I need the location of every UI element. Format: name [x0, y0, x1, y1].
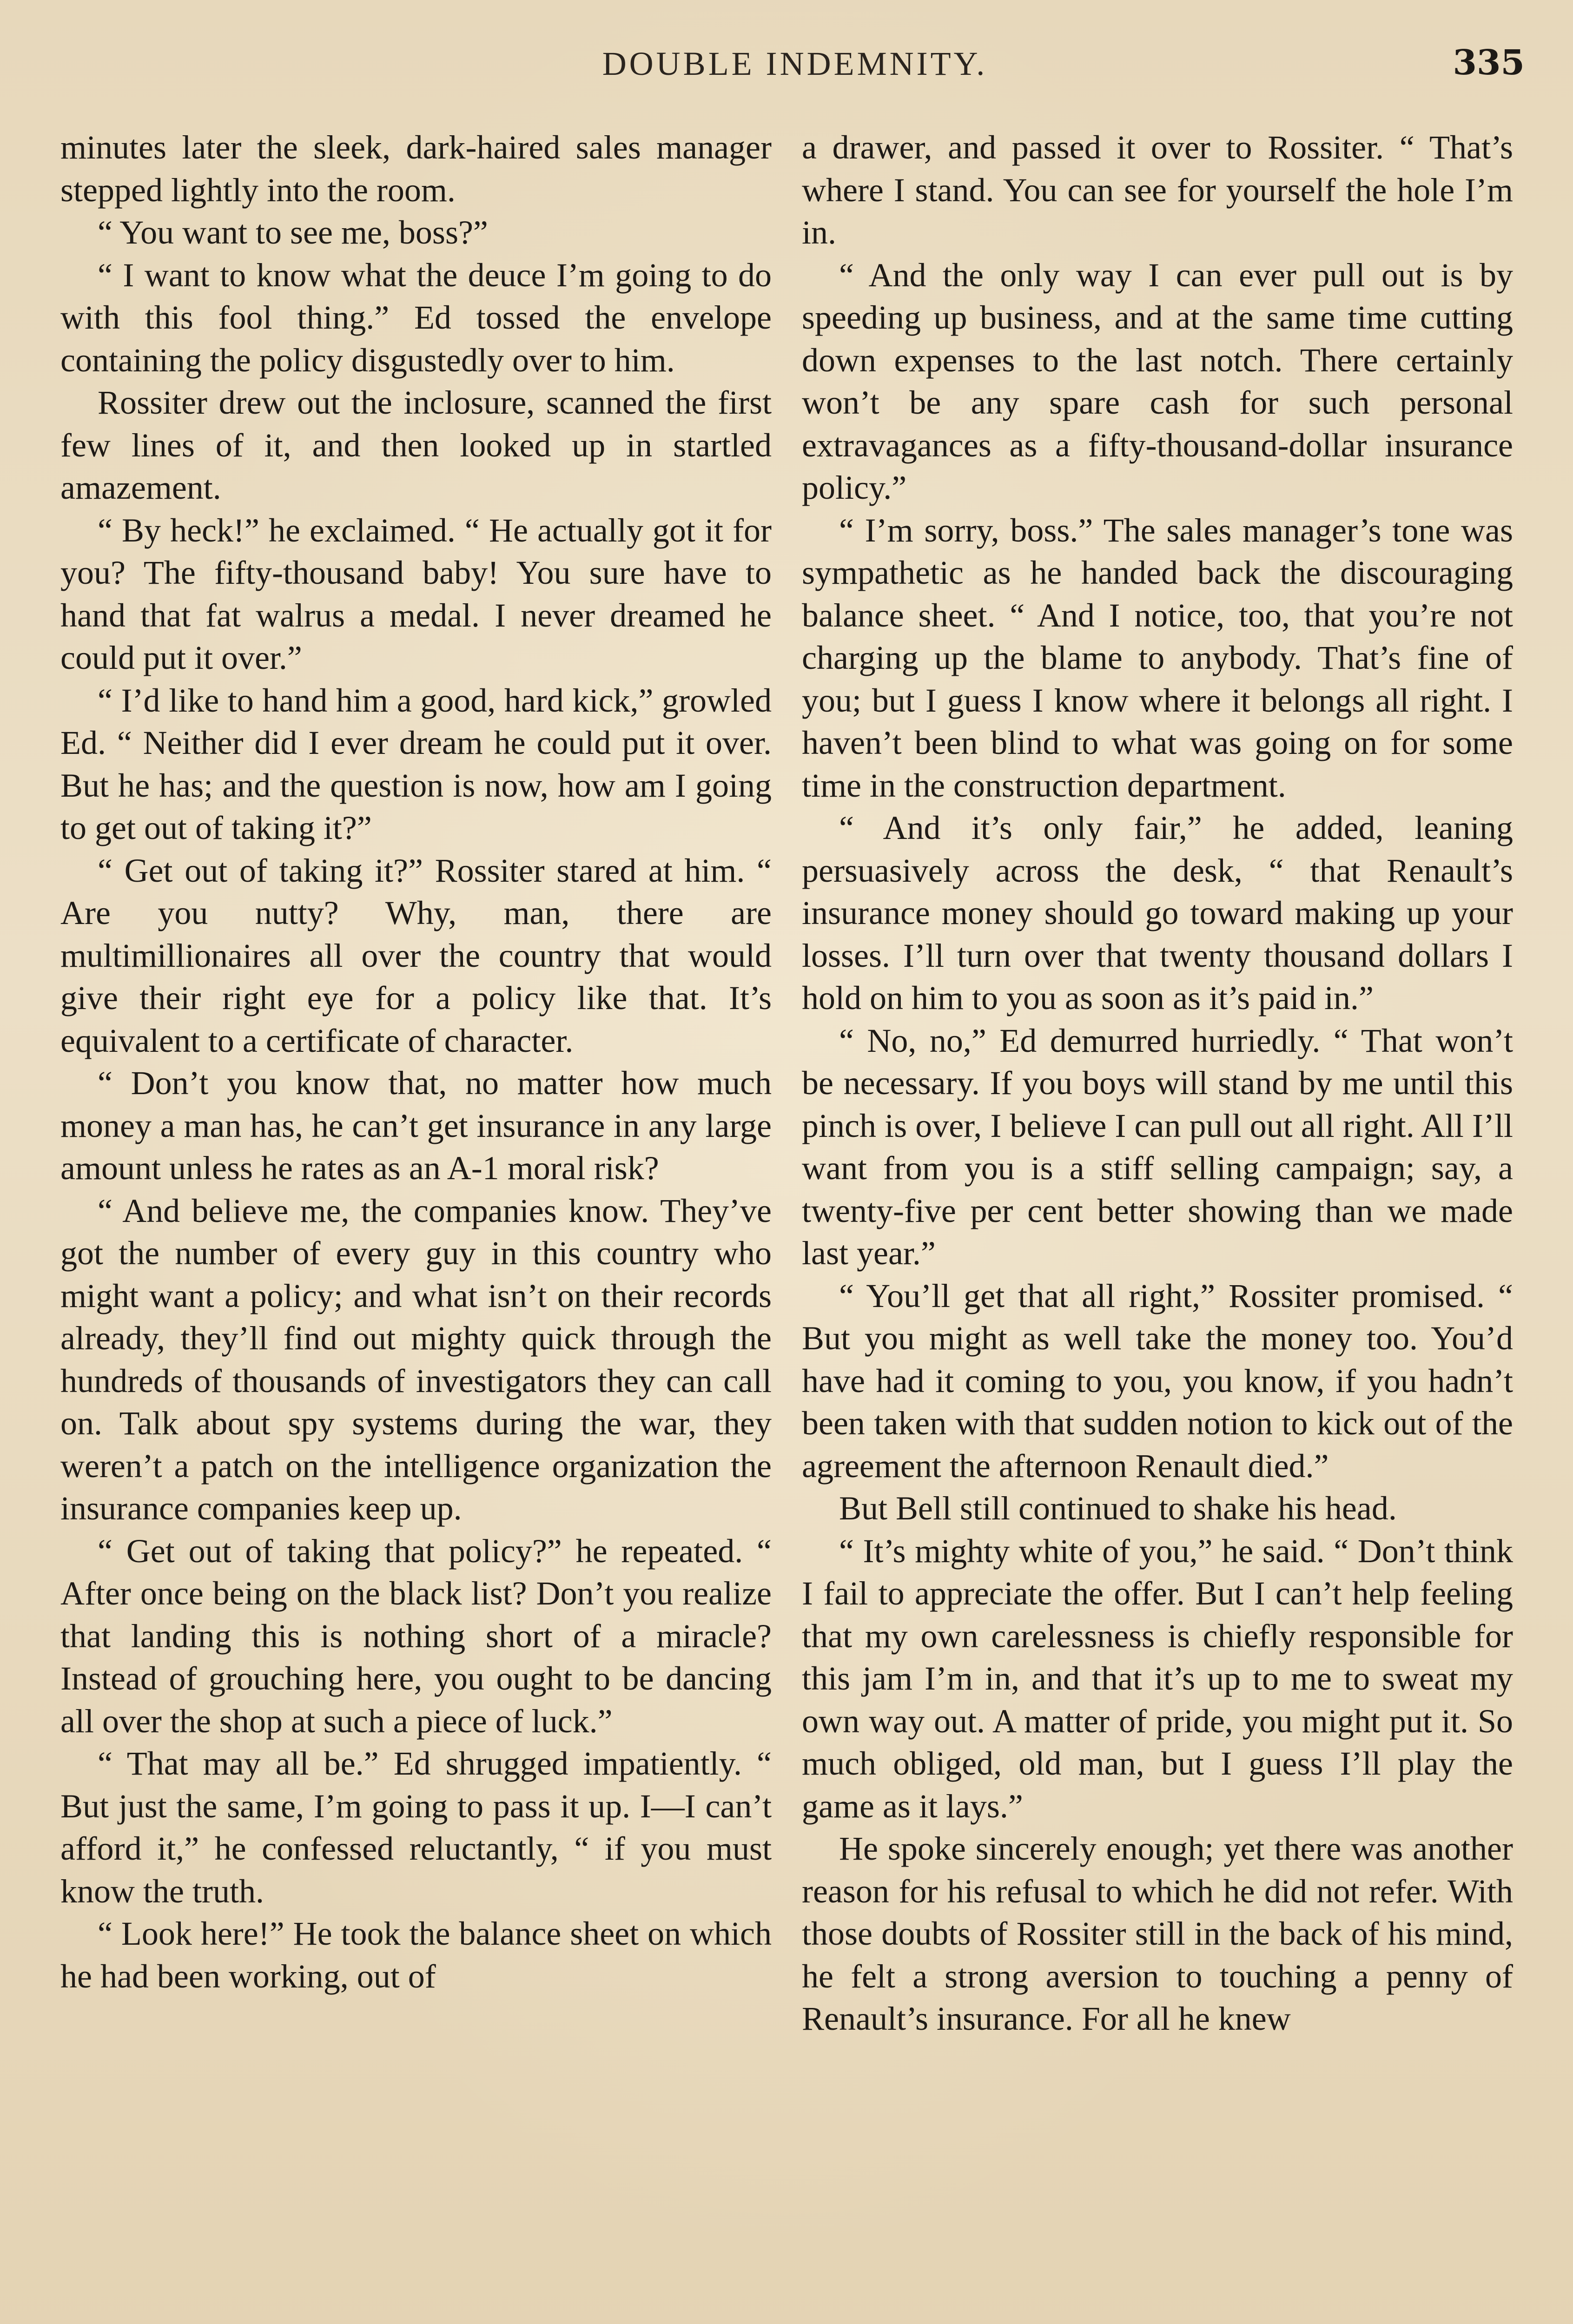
paragraph: “ Get out of taking that policy?” he repeated. “ After once being on the black list? Don’t you realize that landing this is nothing short of a miracle? Instead of grouching here, you ought to be dancing all over the shop at such a piece of luck.”	[60, 1532, 772, 1740]
paragraph: “ I’m sorry, boss.” The sales manager’s tone was sympathetic as he handed back the discouraging balance sheet. “ And I notice, too, that you’re not charging up the blame to anybody. That’s fine of you; but I guess I know where it belongs all right. I haven’t been blind to what was going on for some time in the construction department.	[802, 511, 1513, 804]
paragraph: minutes later the sleek, dark-haired sales manager stepped lightly into the room.	[60, 129, 772, 209]
paragraph: “ And it’s only fair,” he added, leaning persuasively across the desk, “ that Renault’s insurance money should go toward making up your losses. I’ll turn over that twenty thousand dollars I hold on him to you as soon as it’s paid in.”	[802, 809, 1513, 1017]
paragraph: “ You’ll get that all right,” Rossiter promised. “ But you might as well take the money too. You’d have had it coming to you, you know, if you hadn’t been taken with that sudden notion to kick out of the agreement the afternoon Renault died.”	[802, 1277, 1513, 1485]
paragraph: “ No, no,” Ed demurred hurriedly. “ That won’t be necessary. If you boys will stand by me until this pinch is over, I believe I can pull out all right. All I’ll want from you is a stiff selling campaign; say, a twenty-five per cent better showing than we made last year.”	[802, 1022, 1513, 1272]
paragraph: “ Look here!” He took the balance sheet on which he had been working, out of	[60, 1915, 772, 1995]
paragraph: He spoke sincerely enough; yet there was another reason for his refusal to which he did not refer. With those doubts of Rossiter still in the back of his mind, he felt a strong aversion to touching a penny of Renault’s insurance. For all he knew	[802, 1830, 1513, 2037]
left-column	[60, 126, 772, 1998]
paragraph: Rossiter drew out the inclosure, scanned the first few lines of it, and then looked up in startled amazement.	[60, 384, 772, 506]
paragraph: “ It’s mighty white of you,” he said. “ Don’t think I fail to appreciate the offer. But I can’t help feeling that my own carelessness is chiefly responsible for this jam I’m in, and that it’s up to me to sweat my own way out. A matter of pride, you might put it. So much obliged, old man, but I guess I’ll play the game as it lays.”	[802, 1532, 1513, 1825]
paragraph: “ And the only way I can ever pull out is by speeding up business, and at the same time cutting down expenses to the last notch. There certainly won’t be any spare cash for such personal extravagances as a fifty-thousand-dollar insurance policy.”	[802, 256, 1513, 506]
paragraph: But Bell still continued to shake his head.	[839, 1490, 1397, 1527]
right-column	[802, 126, 1513, 2040]
paragraph: “ And believe me, the companies know. They’ve got the number of every guy in this country who might want a policy; and what isn’t on their records already, they’ll find out mighty quick through the hundreds of thousands of investigators they can call on. Talk about spy systems during the war, they weren’t a patch on the intelligence organization the insurance companies keep up.	[60, 1192, 772, 1527]
paragraph: “ I’d like to hand him a good, hard kick,” growled Ed. “ Neither did I ever dream he could put it over. But he has; and the question is now, how am I going to get out of taking it?”	[60, 681, 772, 846]
page-number: 335	[1453, 43, 1525, 83]
running-title: DOUBLE INDEMNITY.	[602, 45, 988, 82]
paragraph: “ I want to know what the deuce I’m going to do with this fool thing.” Ed tossed the envelope containing the policy disgustedly over to him.	[60, 256, 772, 379]
paragraph: “ Don’t you know that, no matter how much money a man has, he can’t get insurance in any large amount unless he rates as an A-1 moral risk?	[60, 1064, 772, 1187]
paragraph: “ By heck!” he exclaimed. “ He actually got it for you? The fifty-thousand baby! You sure have to hand that fat walrus a medal. I never dreamed he could put it over.”	[60, 511, 772, 676]
paragraph: a drawer, and passed it over to Rossiter. “ That’s where I stand. You can see for yourself the hole I’m in.	[802, 129, 1513, 251]
paragraph: “ You want to see me, boss?”	[98, 214, 488, 251]
paragraph: “ That may all be.” Ed shrugged impatiently. “ But just the same, I’m going to pass it up. I—I can’t afford it,” he confessed reluctantly, “ if you must know the truth.	[60, 1745, 772, 1910]
paragraph: “ Get out of taking it?” Rossiter stared at him. “ Are you nutty? Why, man, there are multimillionaires all over the country that would give their right eye for a policy like that. It’s equivalent to a certificate of character.	[60, 852, 772, 1059]
